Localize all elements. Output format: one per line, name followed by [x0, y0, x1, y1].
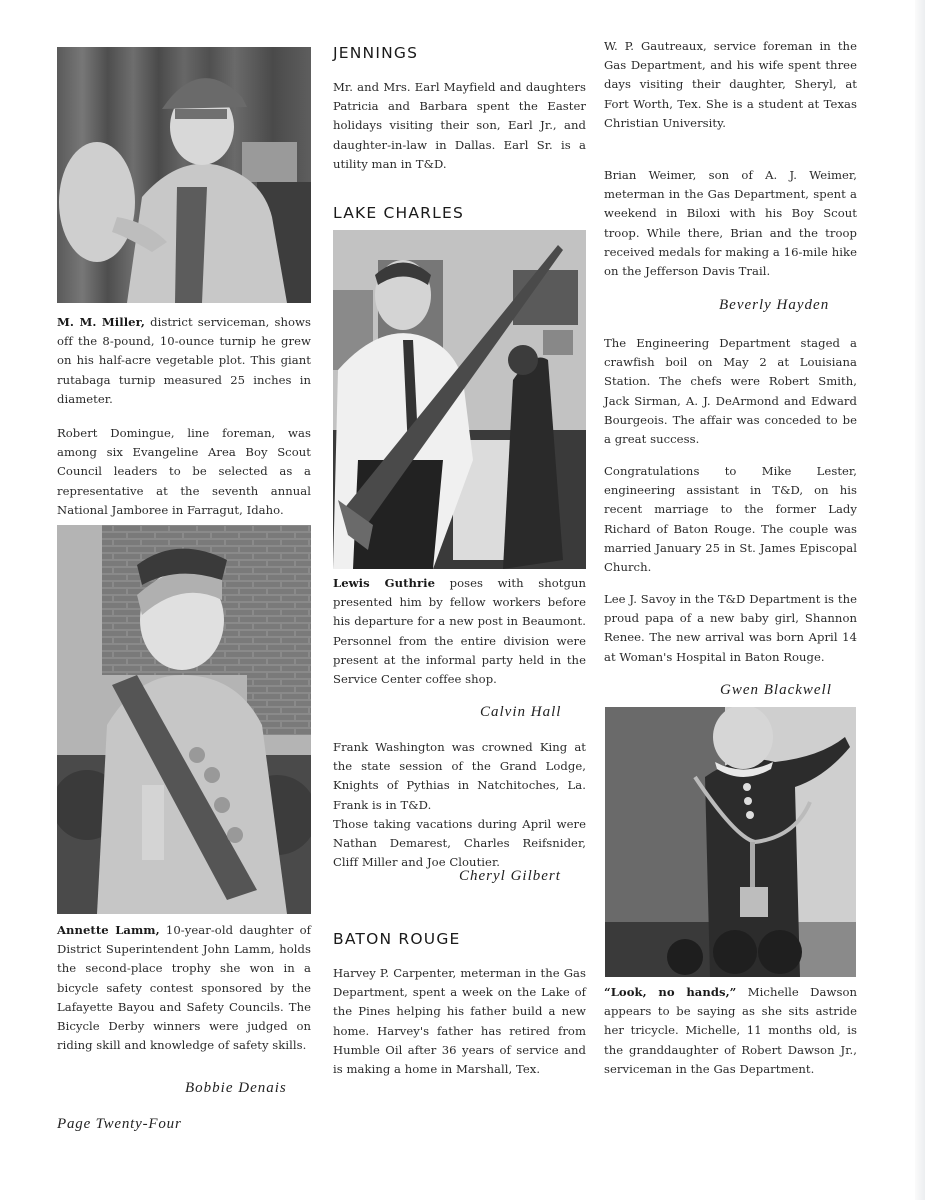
news-item-vacations: Those taking vacations during April were Nathan Demarest, Charles Reifsnider, Cliff Miller and Joe Cloutier.	[333, 817, 586, 870]
signature-beverly-hayden: Beverly Hayden	[719, 297, 830, 313]
photo-image	[57, 525, 311, 914]
caption-lead: “Look, no hands,”	[604, 985, 737, 999]
caption-guthrie	[333, 574, 586, 689]
news-item-lester-marriage: Congratulations to Mike Lester, engineering assistant in T&D, on his recent marriage to the former Lady Richard of Baton Rouge. The couple was married January 25 in St. James Episcopal Church.	[604, 464, 857, 575]
section-heading-lake-charles: LAKE CHARLES	[333, 204, 464, 222]
news-item-weimer: Brian Weimer, son of A. J. Weimer, meterman in the Gas Department, spent a weekend in Biloxi with his Boy Scout troop. While there, Brian and the troop received medals for making a 16-mile hike on the Jefferson Davis Trail.	[604, 168, 857, 279]
section-heading-jennings: JENNINGS	[333, 44, 419, 62]
caption-text: 10-year-old daughter of District Superintendent John Lamm, holds the second-place trophy she won in a bicycle safety contest sponsored by the Lafayette Bayou and Safety Councils. The Bicycle Derby winners were judged on riding skill and knowledge of safety skills.	[57, 923, 311, 1053]
photo-michelle-dawson	[605, 707, 856, 977]
signature-cheryl-gilbert: Cheryl Gilbert	[459, 868, 561, 884]
news-item-crawfish-boil: The Engineering Department staged a crawfish boil on May 2 at Louisiana Station. The chefs were Robert Smith, Jack Sirman, A. J. DeArmond and Edward Bourgeois. The affair was conceded to be a great success.	[604, 336, 857, 447]
photo-image	[333, 230, 586, 569]
news-item-washington: Frank Washington was crowned King at the state session of the Grand Lodge, Knights of Pythias in Natchitoches, La. Frank is in T&D.	[333, 740, 586, 812]
section-heading-baton-rouge: BATON ROUGE	[333, 930, 461, 948]
news-item-gautreaux: W. P. Gautreaux, service foreman in the Gas Department, and his wife spent three days visiting their daughter, Sheryl, at Fort Worth, Tex. She is a student at Texas Christian University.	[604, 39, 857, 130]
signature-gwen-blackwell: Gwen Blackwell	[720, 682, 832, 698]
caption-miller	[57, 313, 311, 409]
page-edge	[915, 0, 925, 1200]
photo-image	[605, 707, 856, 977]
news-item-domingue: Robert Domingue, line foreman, was among six Evangeline Area Boy Scout Council leaders to be selected as a representative at the seventh annual National Jamboree in Farragut, Idaho.	[57, 426, 311, 517]
news-item-carpenter: Harvey P. Carpenter, meterman in the Gas Department, spent a week on the Lake of the Pines helping his father build a new home. Harvey's father has retired from Humble Oil after 36 years of service and is making a home in Marshall, Tex.	[333, 966, 586, 1077]
caption-dawson	[604, 983, 857, 1079]
photo-miller-turnip	[57, 47, 311, 303]
signature-calvin-hall: Calvin Hall	[480, 704, 562, 720]
caption-lead: Annette Lamm,	[57, 923, 160, 937]
caption-text: district serviceman, shows off the 8-pound, 10-ounce turnip he grew on his half-acre vegetable plot. This giant rutabaga turnip measured 25 inches in diameter.	[57, 315, 312, 406]
page-number: Page Twenty-Four	[57, 1116, 182, 1132]
photo-image	[57, 47, 311, 303]
caption-lamm	[57, 921, 311, 1055]
news-item-mayfield: Mr. and Mrs. Earl Mayfield and daughters Patricia and Barbara spent the Easter holidays visiting their son, Earl Jr., and daughter-in-law in Dallas. Earl Sr. is a utility man in T&D.	[333, 80, 586, 171]
caption-text: poses with shotgun presented him by fellow workers before his departure for a new post in Beaumont. Personnel from the entire division were present at the informal party held in the Service Center coffee shop.	[333, 576, 586, 687]
signature-bobbie-denais: Bobbie Denais	[185, 1080, 287, 1096]
caption-text: Michelle Dawson appears to be saying as she sits astride her tricycle. Michelle, 11 months old, is the granddaughter of Robert Dawson Jr., serviceman in the Gas Department.	[604, 985, 857, 1076]
photo-annette-lamm	[57, 525, 311, 914]
photo-lewis-guthrie	[333, 230, 586, 569]
caption-lead: M. M. Miller,	[57, 315, 145, 329]
news-item-savoy-baby: Lee J. Savoy in the T&D Department is the proud papa of a new baby girl, Shannon Renee. The new arrival was born April 14 at Woman's Hospital in Baton Rouge.	[604, 592, 857, 664]
caption-lead: Lewis Guthrie	[333, 576, 436, 590]
